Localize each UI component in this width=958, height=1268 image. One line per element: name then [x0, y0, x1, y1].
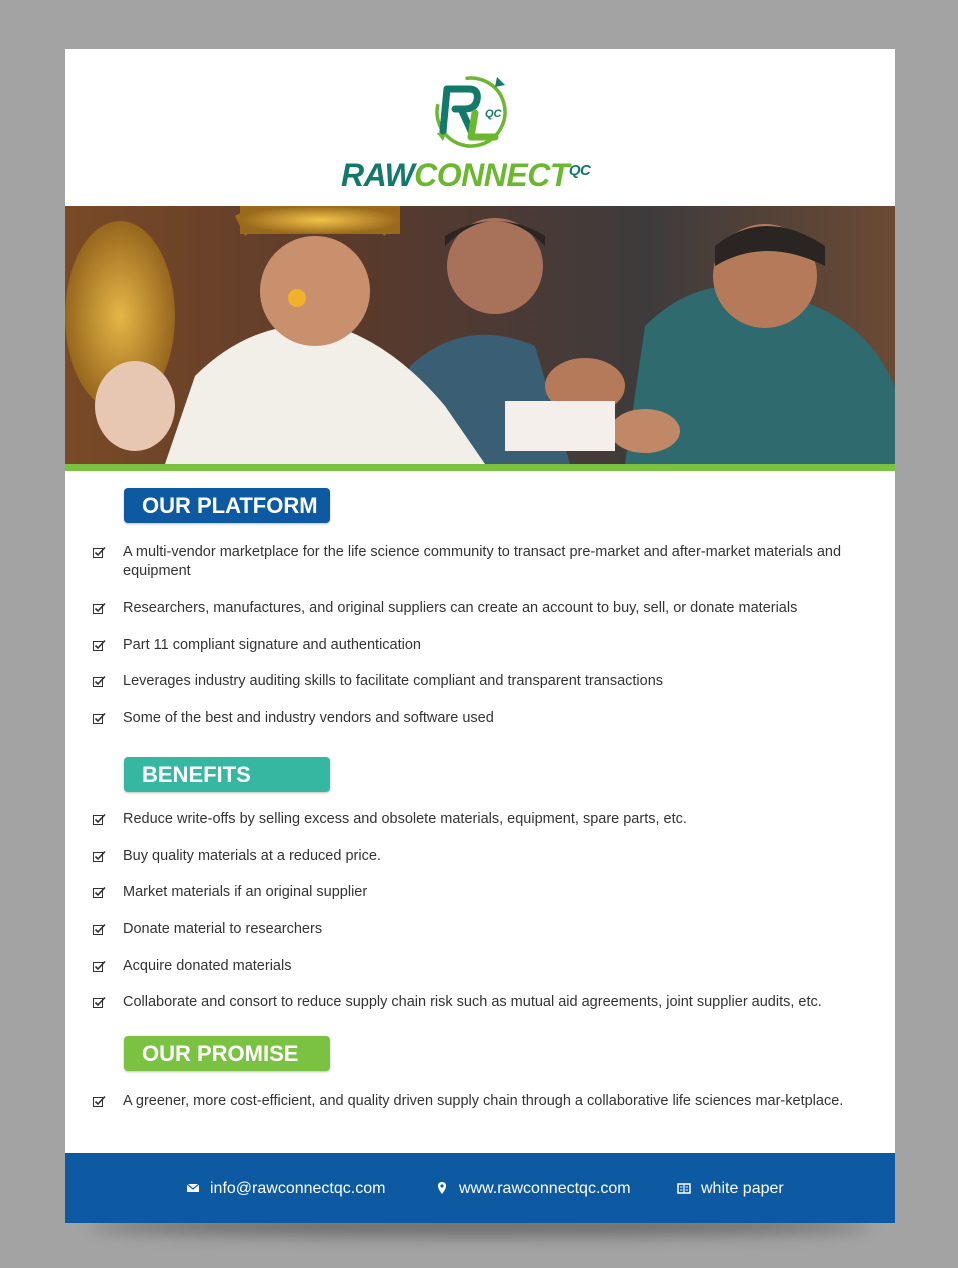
brand-name-qc: QC: [568, 162, 591, 179]
list-item-text: Market materials if an original supplier: [123, 884, 368, 900]
list-item-text: Some of the best and industry vendors and software used: [123, 710, 494, 726]
footer: [65, 1153, 895, 1223]
checkbox-icon: [93, 1095, 106, 1108]
hero-image: [65, 206, 895, 464]
footer-email-text[interactable]: info@rawconnectqc.com: [210, 1180, 386, 1197]
list-item-text: Part 11 compliant signature and authentication: [123, 637, 421, 653]
header: [65, 49, 895, 206]
hero-photo: [65, 206, 895, 464]
checkbox-icon: [93, 712, 106, 725]
section-title-promise: OUR PROMISE: [124, 1036, 330, 1071]
list-item-text: Leverages industry auditing skills to facilitate compliant and transparent transactions: [123, 673, 664, 689]
checkbox-icon: [93, 813, 106, 826]
list-item-text: Buy quality materials at a reduced price.: [123, 848, 381, 864]
checkbox-icon: [93, 886, 106, 899]
brand-name-connect: CONNE: [414, 157, 528, 193]
checkbox-icon: [93, 960, 106, 973]
brand-logo-icon: [425, 69, 517, 155]
flyer-page: [65, 49, 895, 1223]
brand-name-raw: RAW: [341, 157, 415, 193]
brand-wordmark: [341, 155, 631, 195]
svg-text:QC: QC: [485, 108, 502, 120]
hero-divider: [65, 464, 895, 471]
checkbox-icon: [93, 675, 106, 688]
list-item-text: Reduce write-offs by selling excess and obsolete materials, equipment, spare parts, etc.: [123, 811, 687, 827]
list-item-text: Donate material to researchers: [123, 921, 323, 937]
checkbox-icon: [93, 850, 106, 863]
book-icon: [677, 1181, 691, 1195]
footer-website-text[interactable]: www.rawconnectqc.com: [459, 1180, 631, 1197]
list-item-text: A multi-vendor marketplace for the life science community to transact pre-market and after-market materials and equipment: [123, 544, 842, 579]
checkbox-icon: [93, 546, 106, 559]
brand-name-ct: CT: [527, 157, 569, 193]
list-item-text: Acquire donated materials: [123, 958, 292, 974]
list-item-text: A greener, more cost-efficient, and quality driven supply chain through a collaborative life sciences mar-ketplace.: [123, 1093, 844, 1109]
checkbox-icon: [93, 996, 106, 1009]
checkbox-icon: [93, 602, 106, 615]
section-title-platform: OUR PLATFORM: [124, 488, 330, 523]
section-title-benefits: BENEFITS: [124, 757, 330, 792]
list-item-text: Collaborate and consort to reduce supply chain risk such as mutual aid agreements, joint supplier audits, etc.: [123, 994, 822, 1010]
location-pin-icon: [435, 1181, 449, 1195]
footer-whitepaper-text[interactable]: white paper: [701, 1180, 784, 1197]
list-item-text: Researchers, manufactures, and original suppliers can create an account to buy, sell, or donate materials: [123, 600, 798, 616]
envelope-icon: [186, 1181, 200, 1195]
checkbox-icon: [93, 923, 106, 936]
checkbox-icon: [93, 639, 106, 652]
